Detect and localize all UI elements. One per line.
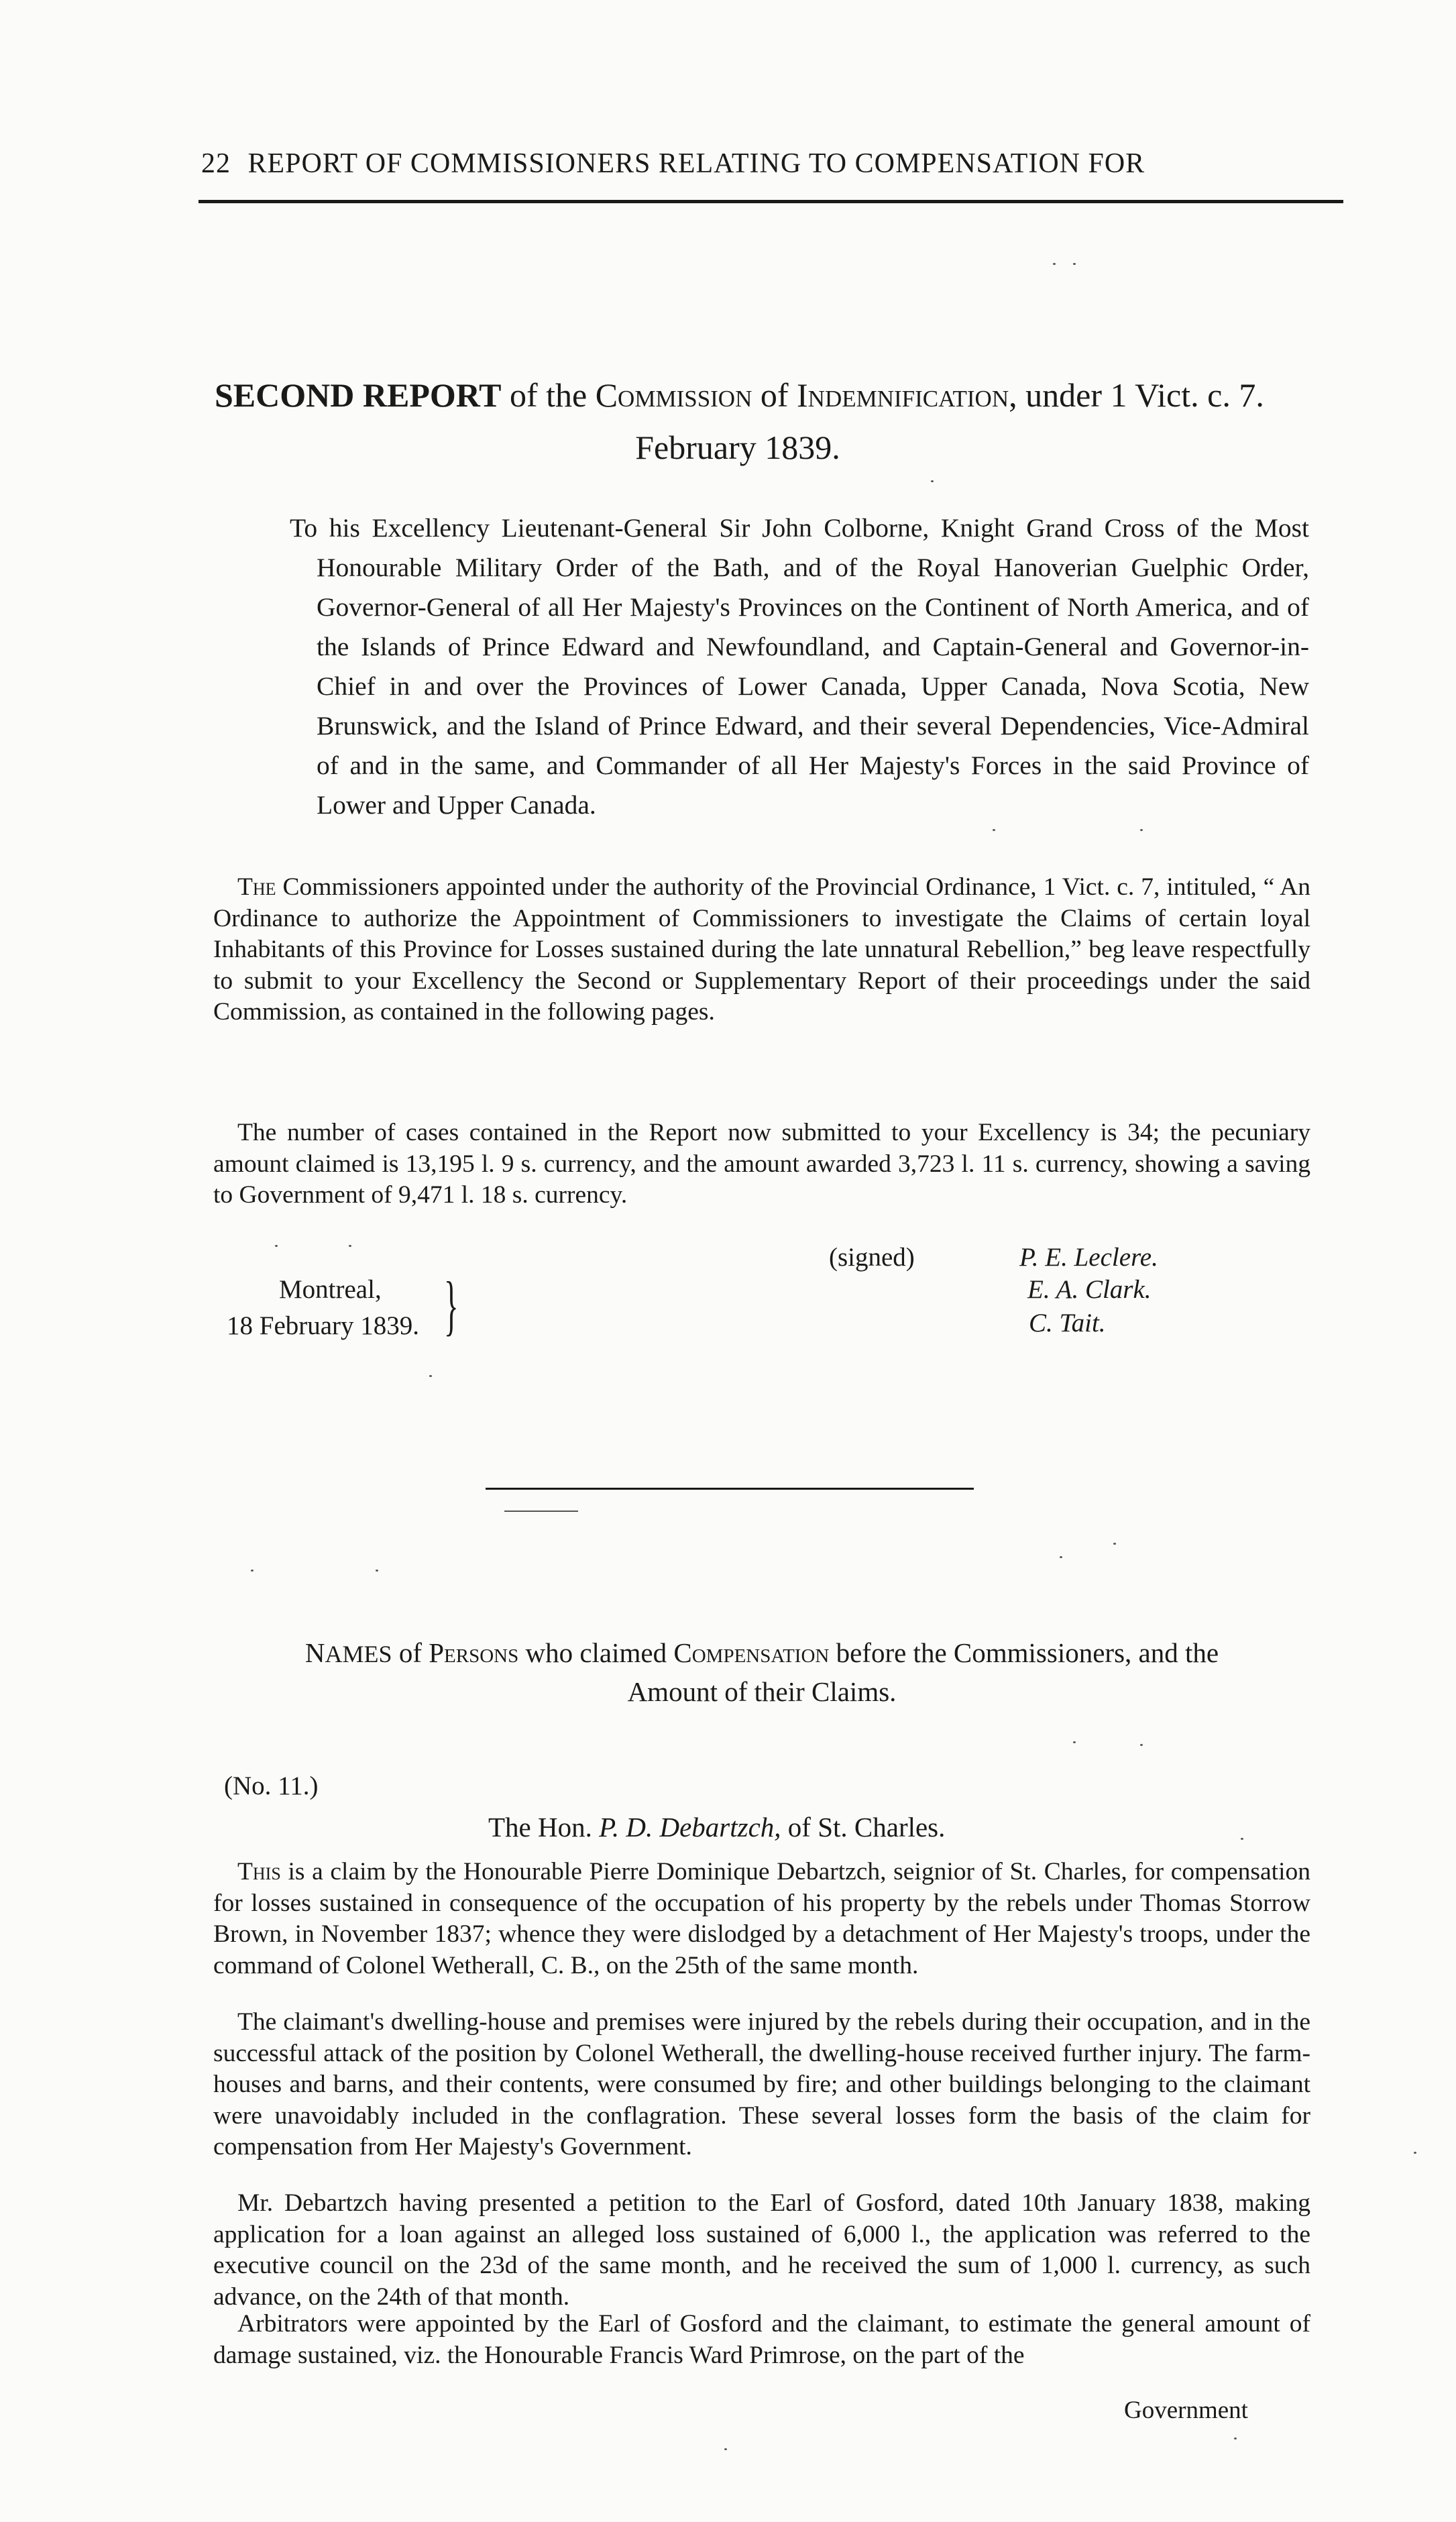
scan-speck <box>1414 2152 1416 2154</box>
running-header <box>201 148 1341 180</box>
scan-speck <box>1241 1838 1243 1840</box>
scan-speck <box>275 1245 278 1247</box>
scan-speck <box>376 1570 378 1572</box>
running-title: REPORT OF COMMISSIONERS RELATING TO COMPENSATION FOR <box>247 148 1145 179</box>
scan-speck <box>1060 1556 1062 1558</box>
case-paragraph: Arbitrators were appointed by the Earl of Gosford and the claimant, to estimate the general amount of damage sustained, viz. the Honourable Francis Ward Primrose, on the part of the <box>213 2310 1310 2369</box>
catchword: Government <box>1124 2397 1248 2424</box>
report-title: SECOND REPORT of the Commission of Indemnification, under 1 Vict. c. 7. <box>215 376 1264 414</box>
signature-date: 18 February 1839. <box>227 1311 420 1340</box>
scan-speck <box>1234 2437 1237 2439</box>
scan-speck <box>1113 1543 1116 1545</box>
signed-label: (signed) <box>829 1243 915 1272</box>
scan-speck <box>1073 1741 1076 1743</box>
signatory-name: C. Tait. <box>1029 1309 1106 1337</box>
scan-speck <box>724 2448 727 2450</box>
scan-speck <box>1073 263 1076 265</box>
scan-speck <box>1053 263 1056 265</box>
section-divider <box>486 1488 974 1490</box>
case-number: (No. 11.) <box>224 1771 319 1800</box>
section-divider-short <box>504 1511 578 1512</box>
brace-symbol: } <box>444 1268 459 1342</box>
case-paragraph: The claimant's dwelling-house and premises were injured by the rebels during their occupation, and in the successful attack of the position by Colonel Wetherall, the dwelling-house received further injury. The farm-houses and barns, and their contents, were consumed by fire; and other buildings belonging to the claimant were unavoidably included in the conflagration. These several losses form the basis of the claim for compensation from Her Majesty's Government. <box>213 2008 1310 2160</box>
summary-paragraph: The number of cases contained in the Report now submitted to your Excellency is 34; the pecuniary amount claimed is 13,195 l. 9 s. currency, and the amount awarded 3,723 l. 11 s. currency, showing a saving to Government of 9,471 l. 18 s. currency. <box>213 1119 1310 1209</box>
scan-speck <box>993 829 995 831</box>
intro-paragraph: The Commissioners appointed under the authority of the Provincial Ordinance, 1 Vict. c. 7, intituled, “ An Ordinance to authorize the Appointment of Commissioners to investigate the Claims of certain loyal Inhabitants of this Province for Losses sustained during the late unnatural Rebellion,” beg leave respectfully to submit to your Excellency the Second or Supplementary Report of their proceedings under the said Commission, as contained in the following pages. <box>213 873 1310 1026</box>
address-paragraph: To his Excellency Lieutenant-General Sir John Colborne, Knight Grand Cross of the Most Honourable Military Order of the Bath, and of the Royal Hanoverian Guelphic Order, Governor-General of all Her Majesty's Provinces on the Continent of North America, and of the Islands of Prince Edward and Newfoundland, and Captain-General and Governor-in-Chief in and over the Provinces of Lower Canada, Upper Canada, Nova Scotia, New Brunswick, and the Island of Prince Edward, and their several Dependencies, Vice-Admiral of and in the same, and Commander of all Her Majesty's Forces in the said Province of Lower and Upper Canada. <box>290 513 1309 820</box>
scan-speck <box>931 480 934 482</box>
scan-speck <box>429 1375 432 1377</box>
case-paragraph: Mr. Debartzch having presented a petition to the Earl of Gosford, dated 10th January 1838, making application for a loan against an alleged loss sustained of 6,000 l., the application was referred to the executive council on the 23d of the same month, and he received the sum of 1,000 l. currency, as such advance, on the 24th of that month. <box>213 2189 1310 2311</box>
names-heading: NAMES of Persons who claimed Compensation before the Commissioners, and the <box>304 1637 1219 1668</box>
scan-speck <box>251 1570 254 1572</box>
signatory-name: E. A. Clark. <box>1027 1275 1152 1304</box>
report-date: February 1839. <box>635 429 840 466</box>
signature-place: Montreal, <box>279 1275 382 1304</box>
scan-speck <box>1140 1744 1143 1746</box>
claimant-heading: The Hon. P. D. Debartzch, of St. Charles. <box>488 1812 946 1843</box>
header-rule <box>199 200 1343 203</box>
page-number: 22 <box>201 148 231 179</box>
scan-speck <box>1140 829 1143 831</box>
names-heading-line2: Amount of their Claims. <box>627 1676 897 1707</box>
case-paragraph: This is a claim by the Honourable Pierre Dominique Debartzch, seignior of St. Charles, for compensation for losses sustained in consequence of the occupation of his property by the rebels under Thomas Storrow Brown, in November 1837; whence they were dislodged by a detachment of Her Majesty's troops, under the command of Colonel Wetherall, C. B., on the 25th of the same month. <box>213 1858 1310 1979</box>
scan-speck <box>349 1245 351 1247</box>
signatory-name: P. E. Leclere. <box>1019 1243 1158 1272</box>
